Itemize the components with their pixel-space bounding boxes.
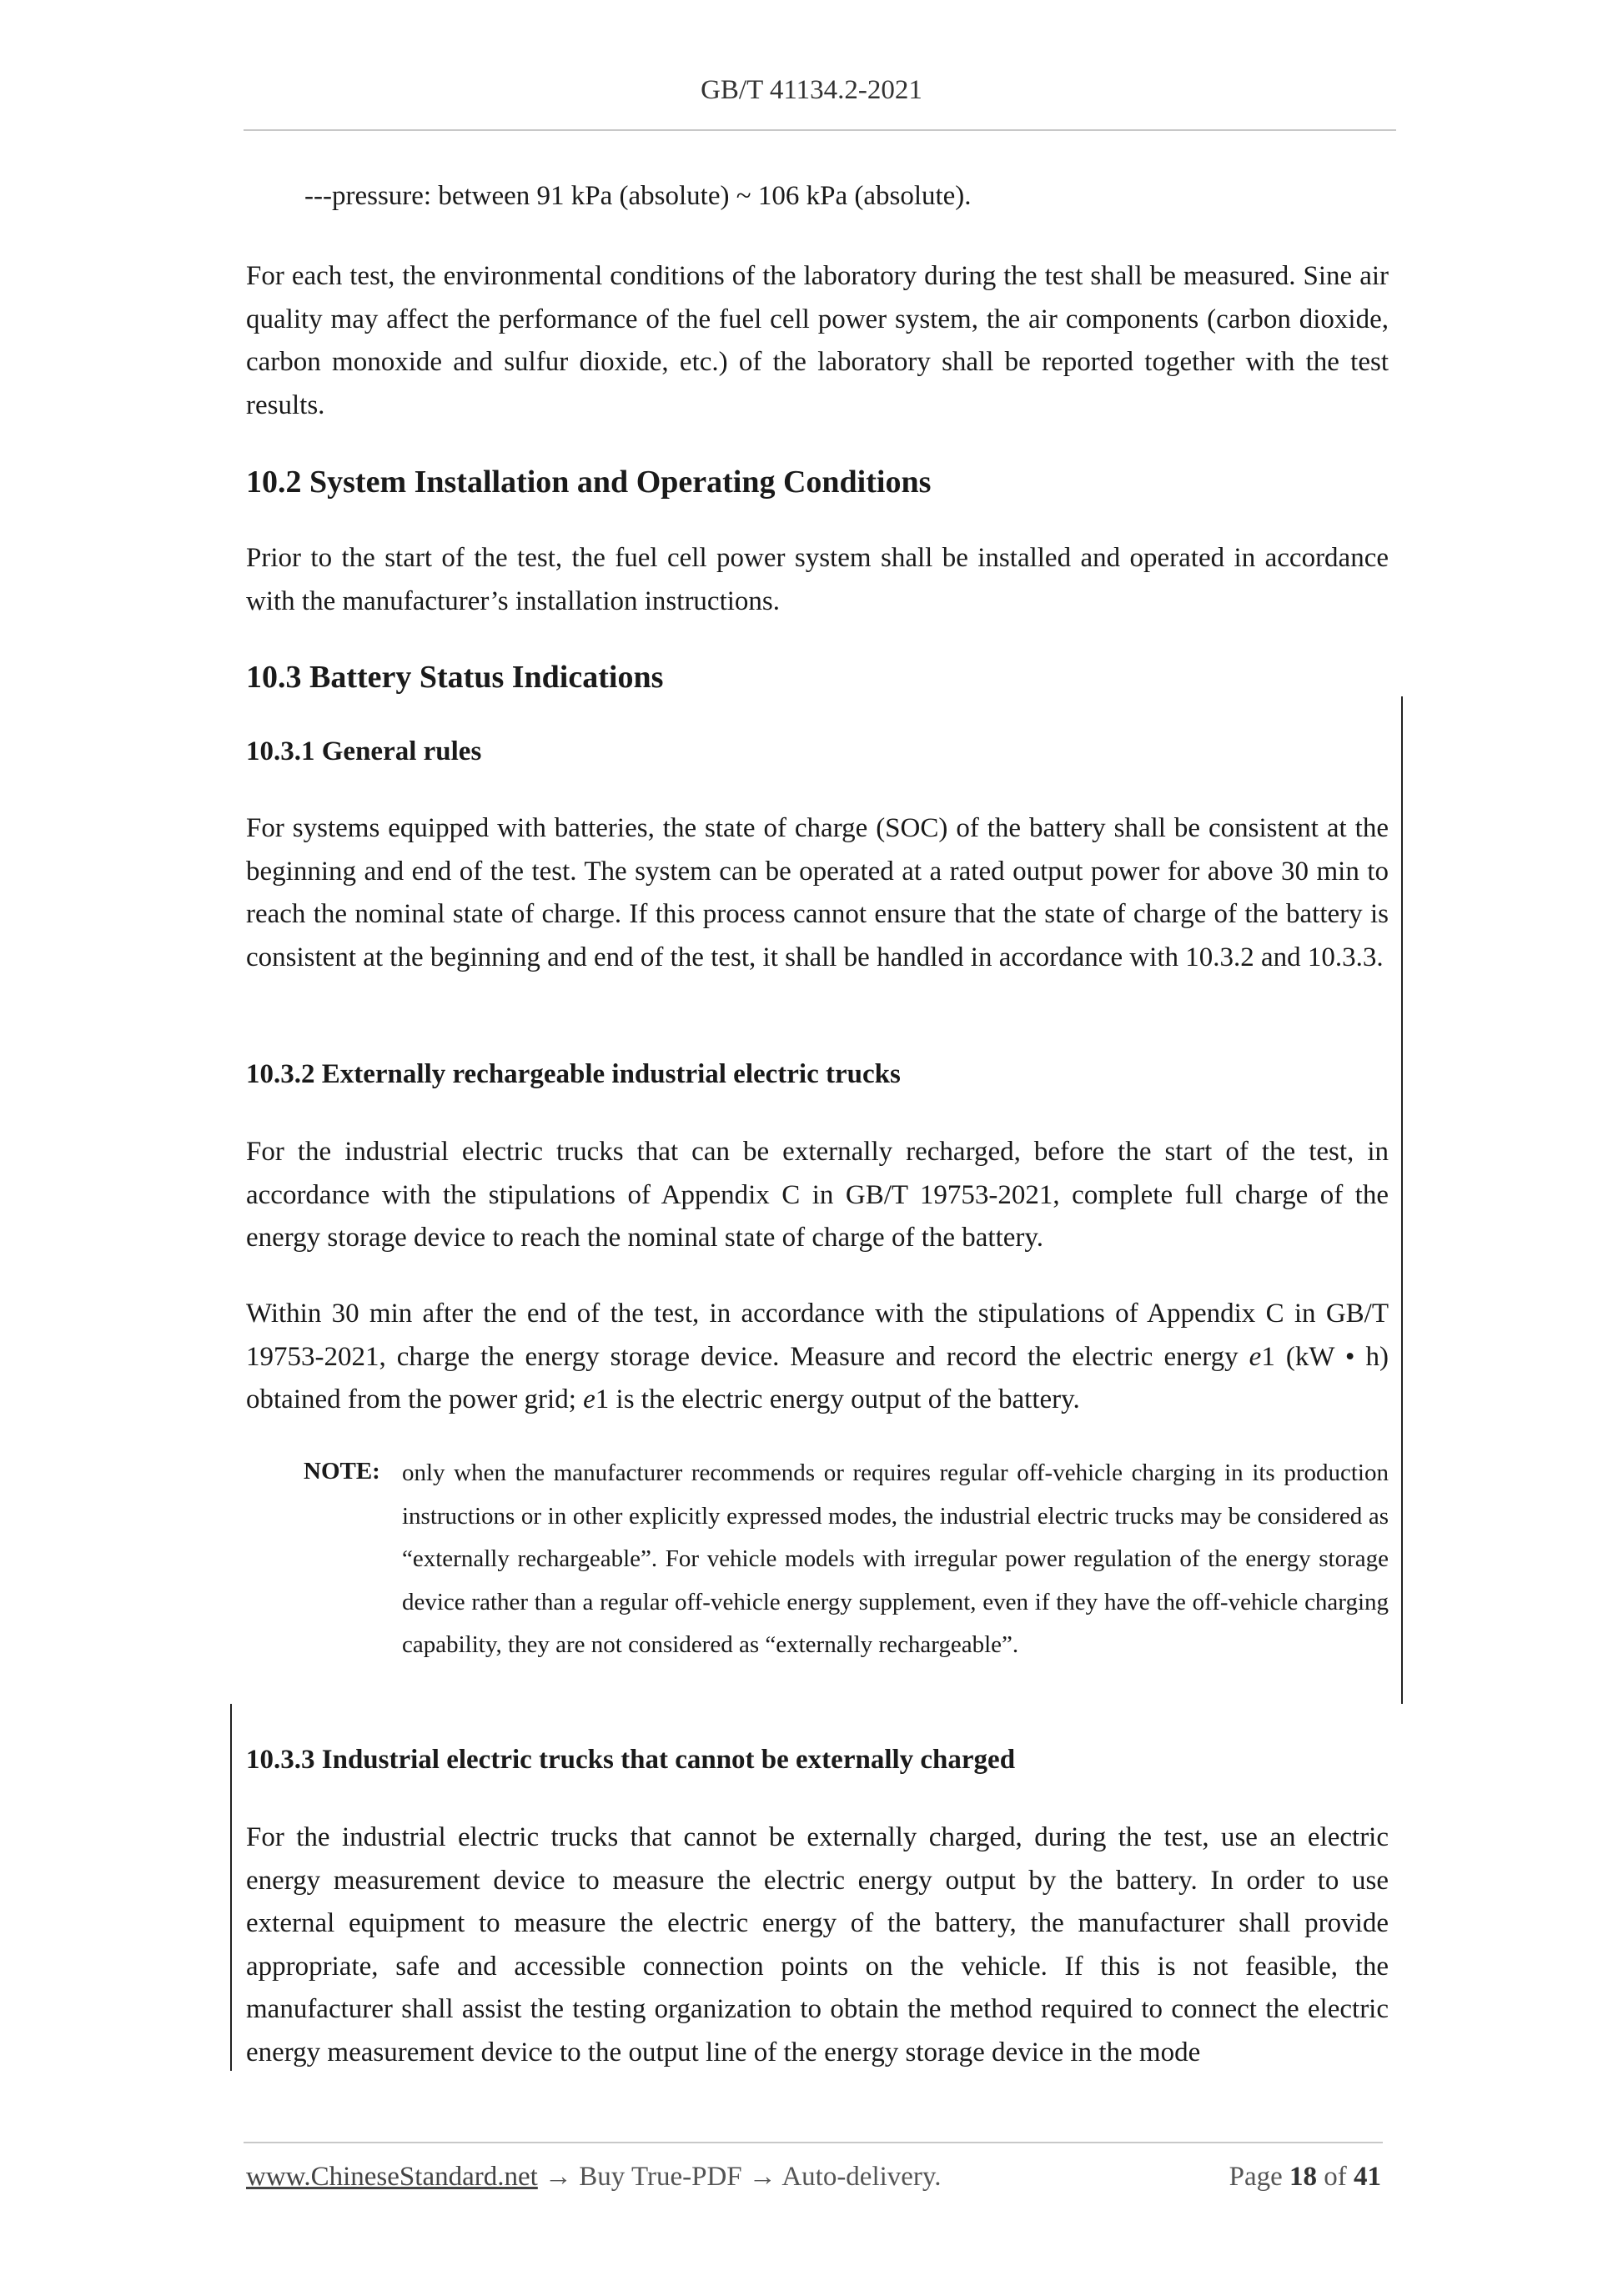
variable-subscript-repeat: 1 xyxy=(595,1384,610,1414)
arrow-right-icon: → xyxy=(748,2162,776,2192)
variable-subscript: 1 xyxy=(1261,1341,1275,1372)
delivery-text: Auto-delivery. xyxy=(781,2162,942,2192)
header-divider xyxy=(244,129,1396,131)
pressure-list-item: ---pressure: between 91 kPa (absolute) ~ 106 kPa (absolute). xyxy=(304,181,972,211)
page-word: Page xyxy=(1229,2162,1283,2192)
footer-divider xyxy=(244,2142,1383,2143)
page-indicator xyxy=(1229,2162,1381,2193)
of-word: of xyxy=(1324,2162,1347,2192)
variable-e-repeat: e xyxy=(583,1384,595,1414)
page-number: 18 xyxy=(1289,2162,1317,2192)
paragraph-10-3-1: For systems equipped with batteries, the state of charge (SOC) of the battery shall be consistent at the beginning and end of the test. The system can be operated at a rated output power for above 30 min to reach the nominal state of charge. If this process cannot ensure that the state of charge of the battery is consistent at the beginning and end of the test, it shall be handled in accordance with 10.3.2 and 10.3.3. xyxy=(246,813,1389,972)
paragraph-10-3-2-b xyxy=(246,1293,1389,1422)
paragraph-10-3-2-a: For the industrial electric trucks that can be externally recharged, before the start of the test, in accordance with the stipulations of Appendix C in GB/T 19753-2021, complete full charge of the energy storage device to reach the nominal state of charge of the battery. xyxy=(246,1137,1389,1253)
buy-text: Buy True-PDF xyxy=(579,2162,742,2192)
paragraph-10-3-2-b-part2: (kW • h) obtained from the power grid; xyxy=(246,1341,1389,1414)
variable-e: e xyxy=(1249,1341,1262,1372)
page-total: 41 xyxy=(1354,2162,1381,2192)
environment-paragraph: For each test, the environmental conditions of the laboratory during the test shall be measured. Sine air quality may affect the performance of the fuel cell power system, the air components (carbon dioxide, carbon monoxide and sulfur dioxide, etc.) of the laboratory shall be reported together with the test results. xyxy=(246,261,1389,420)
section-heading-10-3-1: 10.3.1 General rules xyxy=(246,736,482,766)
note-text: only when the manufacturer recommends or requires regular off-vehicle charging in its production instructions or in other explicitly expressed modes, the industrial electric trucks may be considered as “externally rechargeable”. For vehicle models with irregular power regulation of the energy storage device rather than a regular off-vehicle energy supplement, even if they have the off-vehicle charging capability, they are not considered as “externally rechargeable”. xyxy=(402,1459,1389,1658)
note-label: NOTE: xyxy=(304,1458,380,1485)
paragraph-10-3-2-b-part1: Within 30 min after the end of the test, in accordance with the stipulations of Appendix C in GB/T 19753-2021, charge the energy storage device. Measure and record the electric energy xyxy=(246,1299,1389,1372)
section-heading-10-3-3: 10.3.3 Industrial electric trucks that cannot be externally charged xyxy=(246,1745,1016,1775)
paragraph-10-3-3: For the industrial electric trucks that cannot be externally charged, during the test, use an electric energy measurement device to measure the electric energy output by the battery. In order to use external equipment to measure the electric energy of the battery, the manufacturer shall provide appropriate, safe and accessible connection points on the vehicle. If this is not feasible, the manufacturer shall assist the testing organization to obtain the method required to connect the electric energy measurement device to the output line of the energy storage device in the mode xyxy=(246,1822,1389,2067)
paragraph-10-3-2-b-part3: is the electric energy output of the battery. xyxy=(609,1384,1080,1414)
document-id-header: GB/T 41134.2-2021 xyxy=(701,75,922,105)
section-heading-10-3: 10.3 Battery Status Indications xyxy=(246,660,664,695)
footer-promo xyxy=(246,2162,942,2193)
section-heading-10-3-2: 10.3.2 Externally rechargeable industrial electric trucks xyxy=(246,1059,901,1089)
arrow-right-icon: → xyxy=(545,2162,573,2192)
paragraph-10-2: Prior to the start of the test, the fuel cell power system shall be installed and operated in accordance with the manufacturer’s installation instructions. xyxy=(246,543,1389,616)
section-heading-10-2: 10.2 System Installation and Operating Conditions xyxy=(246,465,932,500)
revision-bar-left xyxy=(230,1704,232,2071)
site-link[interactable]: www.ChineseStandard.net xyxy=(246,2162,538,2192)
revision-bar-right xyxy=(1401,696,1403,1704)
